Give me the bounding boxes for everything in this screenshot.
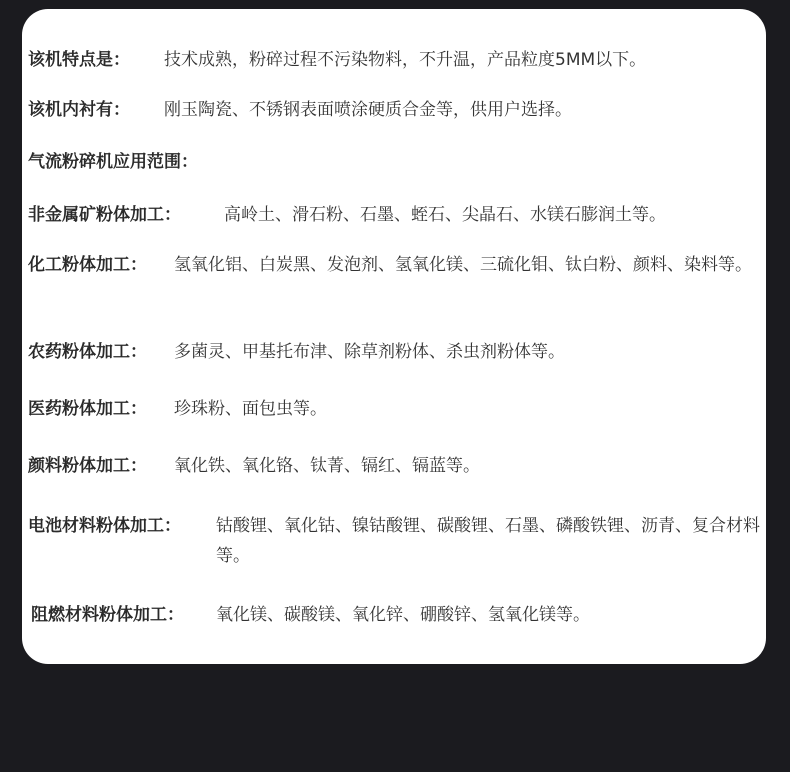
- section-heading: 气流粉碎机应用范围：: [28, 152, 198, 172]
- row-label: 化工粉体加工：: [28, 255, 147, 275]
- row-text: 氧化铁、氧化铬、钛菁、镉红、镉蓝等。: [174, 456, 480, 476]
- row-label: 农药粉体加工：: [28, 342, 147, 362]
- row-label: 医药粉体加工：: [28, 399, 147, 419]
- row-text: 氢氧化铝、白炭黑、发泡剂、氢氧化镁、三硫化钼、钛白粉、颜料、染料等。: [174, 255, 752, 275]
- row-label: 电池材料粉体加工：: [28, 516, 181, 536]
- row-text: 高岭土、滑石粉、石墨、蛭石、尖晶石、水镁石膨润土等。: [224, 205, 666, 225]
- row-text: 珍珠粉、面包虫等。: [174, 399, 327, 419]
- row-text: 氧化镁、碳酸镁、氧化锌、硼酸锌、氢氧化镁等。: [216, 605, 590, 625]
- row-label: 颜料粉体加工：: [28, 456, 147, 476]
- row-text: 技术成熟，粉碎过程不污染物料，不升温，产品粒度5MM以下。: [164, 50, 647, 70]
- row-text: 多菌灵、甲基托布津、除草剂粉体、杀虫剂粉体等。: [174, 342, 565, 362]
- row-label: 该机特点是：: [28, 50, 130, 70]
- row-text: 刚玉陶瓷、不锈钢表面喷涂硬质合金等，供用户选择。: [164, 100, 572, 120]
- row-label: 非金属矿粉体加工：: [28, 205, 181, 225]
- row-label: 该机内衬有：: [28, 100, 130, 120]
- row-label: 阻燃材料粉体加工：: [31, 605, 184, 625]
- row-text: 钴酸锂、氧化钴、镍钴酸锂、碳酸锂、石墨、磷酸铁锂、沥青、复合材料等。: [216, 516, 760, 566]
